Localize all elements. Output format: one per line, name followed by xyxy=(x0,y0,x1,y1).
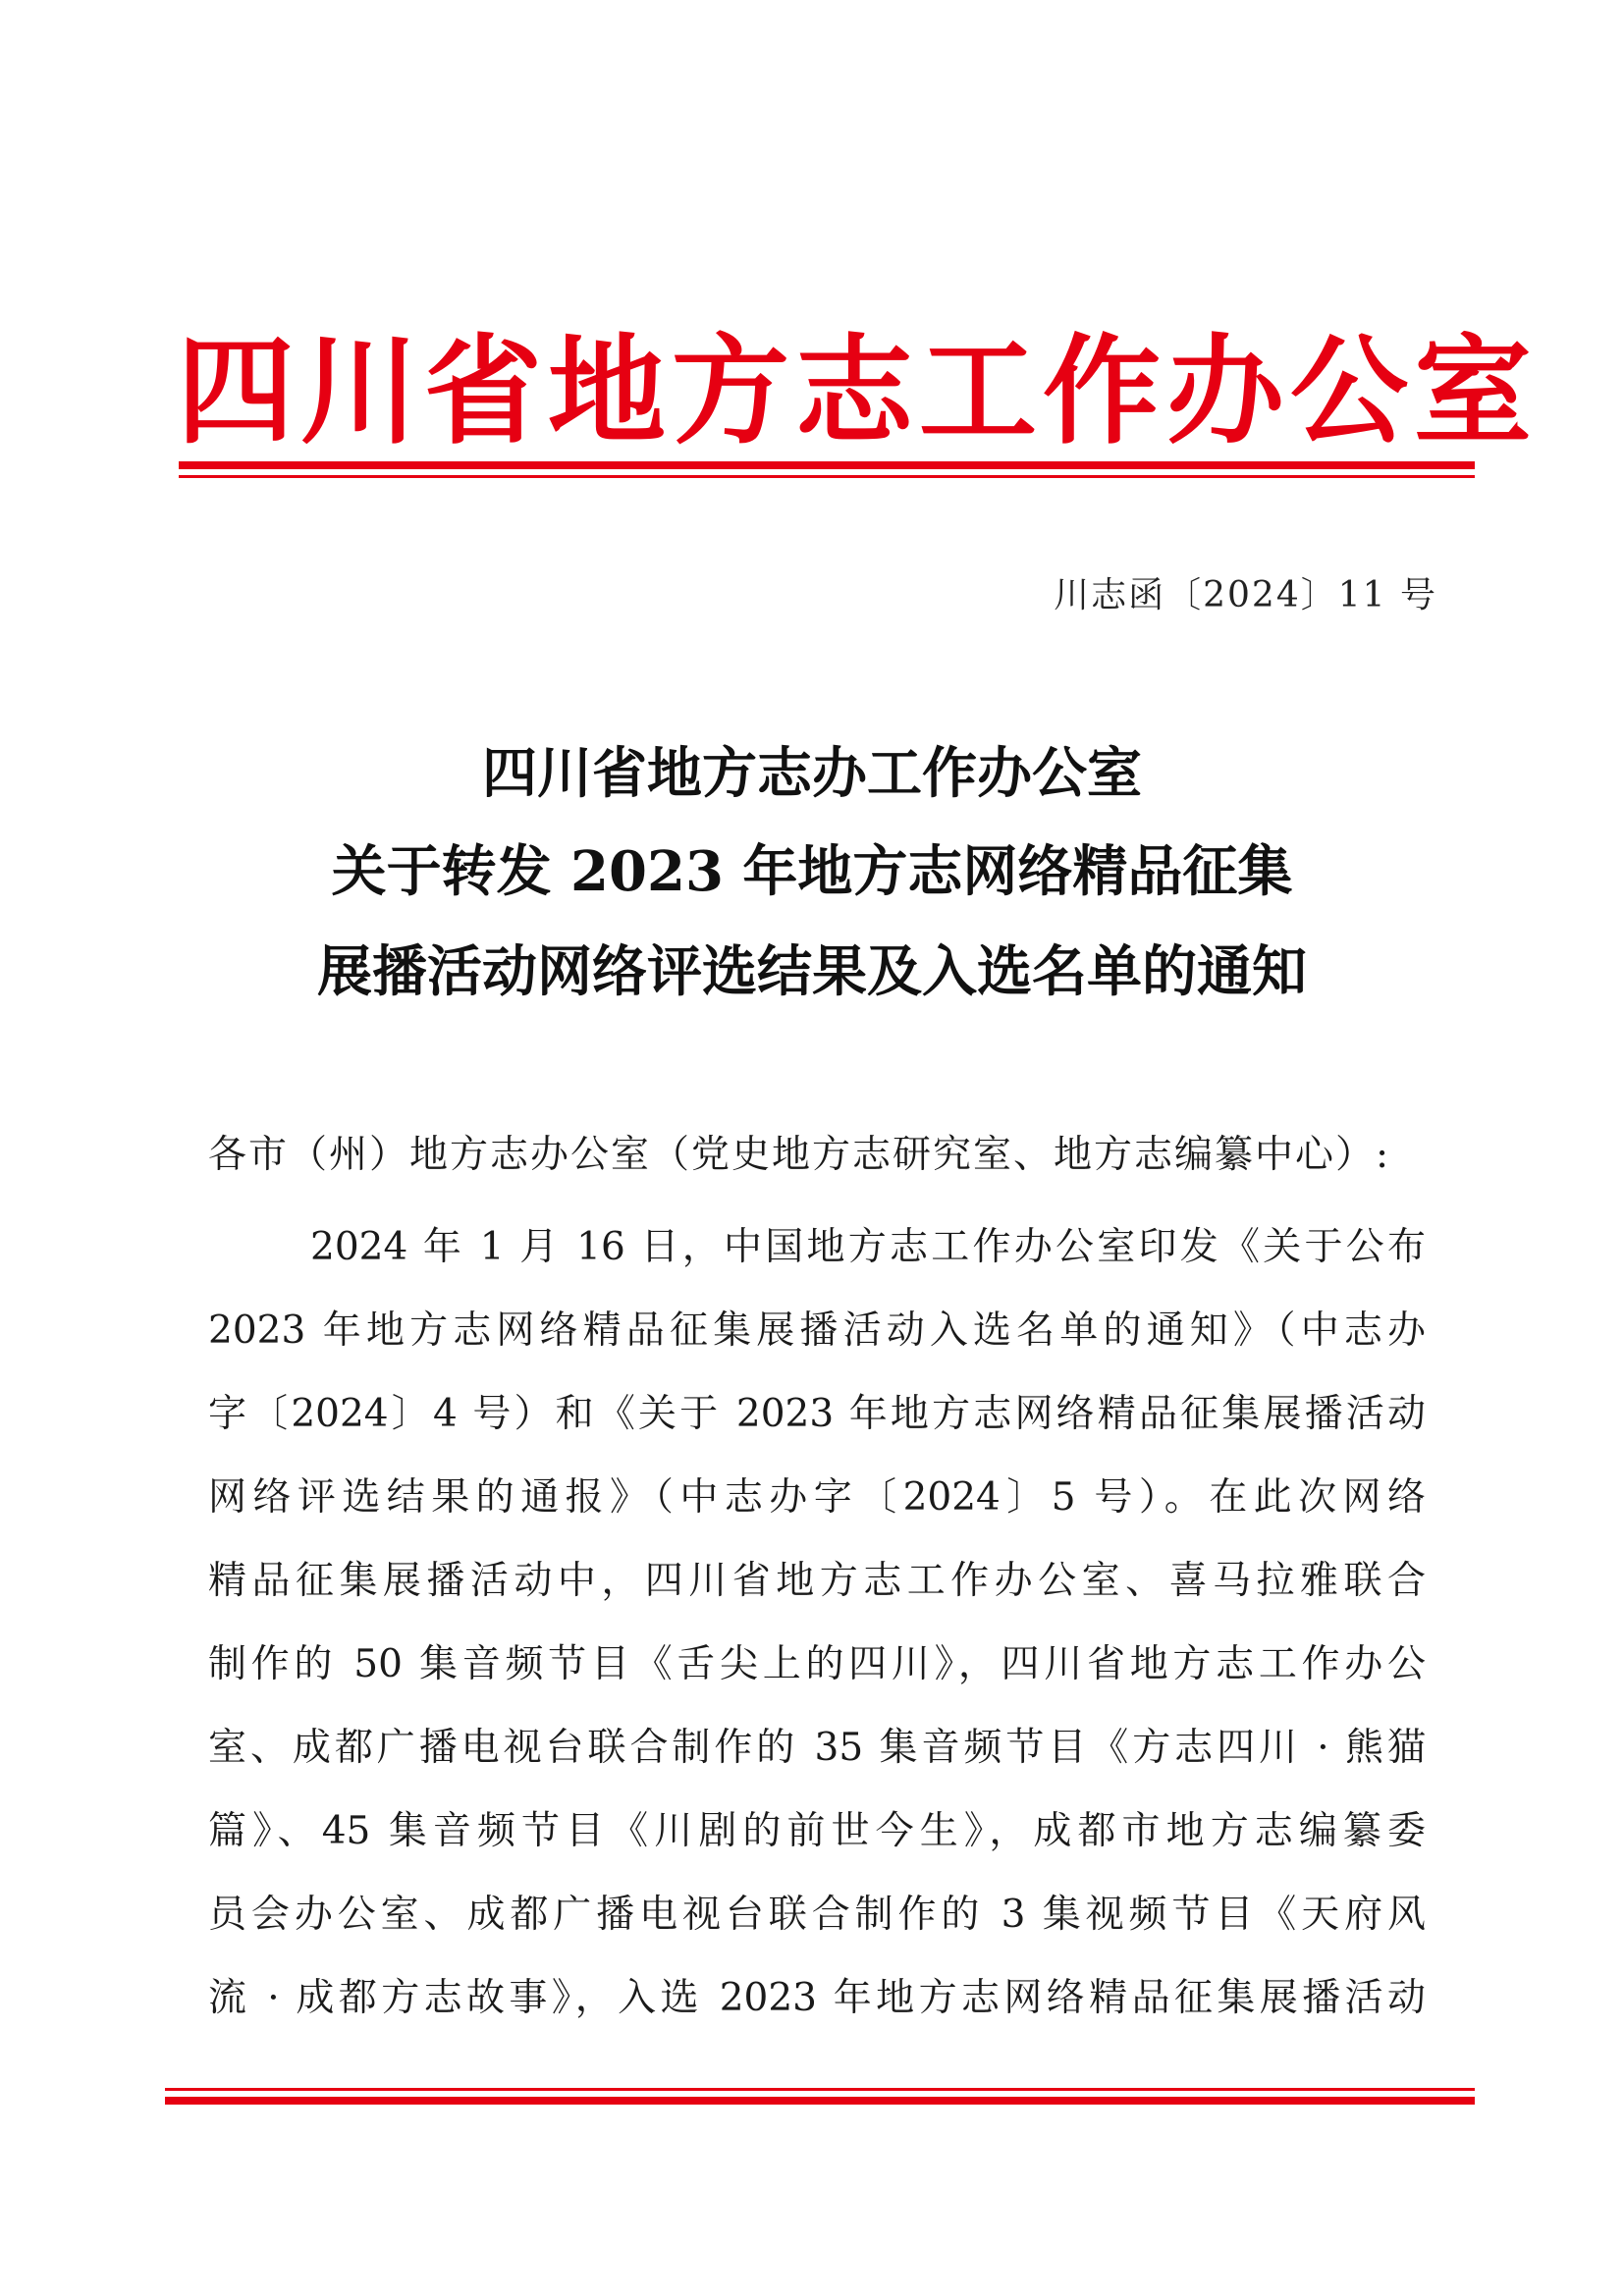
document-title-line-2: 关于转发 2023 年地方志网络精品征集 xyxy=(331,839,1293,904)
letterhead-title: 四川省地方志工作办公室 xyxy=(177,324,1538,460)
body-line: 员会办公室、成都广播电视台联合制作的 3 集视频节目《天府风 xyxy=(208,1893,1426,1937)
letterhead-rule-thick xyxy=(179,461,1475,469)
letterhead-rule-thin xyxy=(179,475,1475,478)
body-line: 字〔2024〕4 号）和《关于 2023 年地方志网络精品征集展播活动 xyxy=(208,1392,1426,1436)
body-line: 篇》、45 集音频节目《川剧的前世今生》，成都市地方志编纂委 xyxy=(208,1809,1426,1853)
addressee: 各市（州）地方志办公室（党史地方志研究室、地方志编纂中心）: xyxy=(208,1133,1391,1177)
footer-rule-thin xyxy=(165,2088,1475,2091)
document-title-line-3: 展播活动网络评选结果及入选名单的通知 xyxy=(317,939,1307,1004)
body-line: 网络评选结果的通报》（中志办字〔2024〕5 号）。在此次网络 xyxy=(208,1475,1426,1520)
body-line: 制作的 50 集音频节目《舌尖上的四川》，四川省地方志工作办公 xyxy=(208,1642,1426,1686)
footer-rule-thick xyxy=(165,2097,1475,2105)
document-title-line-1: 四川省地方志办工作办公室 xyxy=(482,741,1142,806)
body-text xyxy=(208,1205,1426,2040)
body-line: 室、成都广播电视台联合制作的 35 集音频节目《方志四川 · 熊猫 xyxy=(208,1726,1426,1770)
body-line: 精品征集展播活动中，四川省地方志工作办公室、喜马拉雅联合 xyxy=(208,1559,1426,1603)
body-line: 2024 年 1 月 16 日，中国地方志工作办公室印发《关于公布 xyxy=(310,1225,1426,1269)
body-line: 流 · 成都方志故事》，入选 2023 年地方志网络精品征集展播活动 xyxy=(208,1976,1426,2020)
document-number: 川志函〔2024〕11 号 xyxy=(1054,575,1437,615)
body-line: 2023 年地方志网络精品征集展播活动入选名单的通知》（中志办 xyxy=(208,1308,1426,1353)
